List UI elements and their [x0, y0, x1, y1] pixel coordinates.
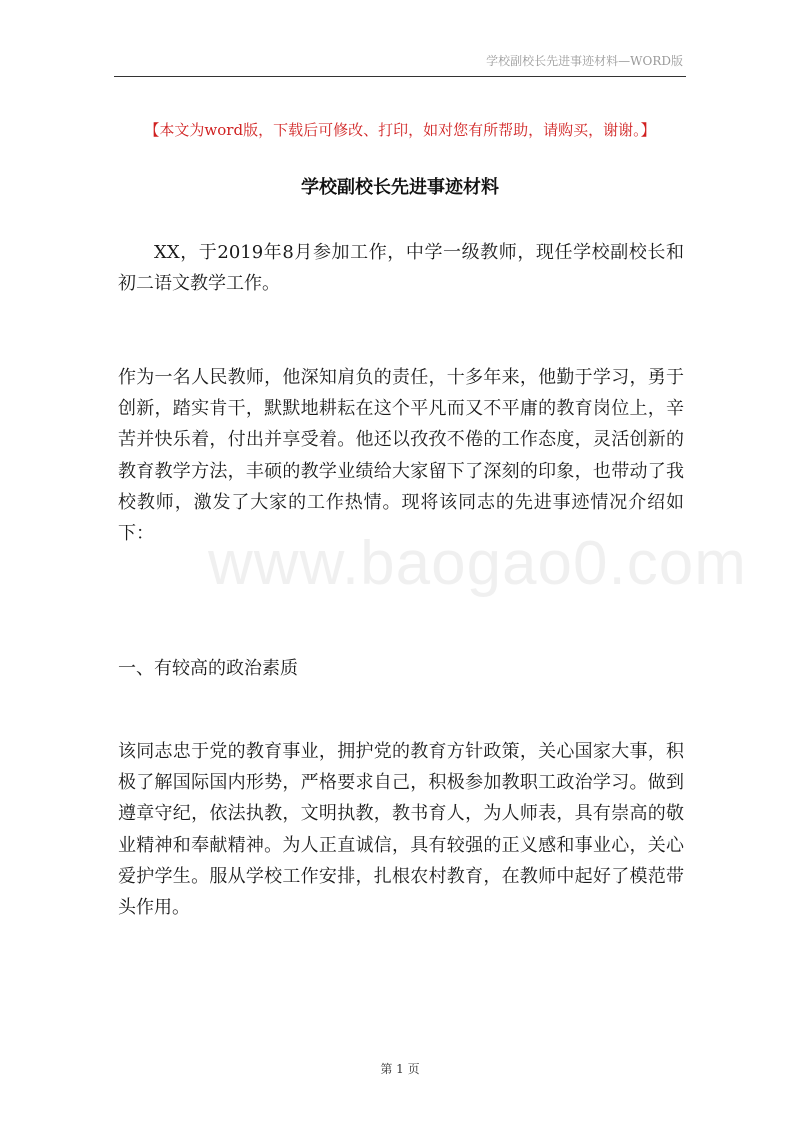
- paragraph-intro: XX，于2019年8月参加工作，中学一级教师，现任学校副校长和初二语文教学工作。: [118, 242, 684, 295]
- section-heading-political: 一、有较高的政治素质: [118, 658, 298, 679]
- watermark: www.baogao0.com: [208, 529, 747, 598]
- running-header: 学校副校长先进事迹材料—WORD版: [486, 54, 683, 68]
- document-title: 学校副校长先进事迹材料: [301, 177, 499, 198]
- header-divider: [114, 76, 686, 77]
- page-number: 第 1 页: [380, 1062, 420, 1076]
- paragraph-overview: 作为一名人民教师，他深知肩负的责任，十多年来，他勤于学习，勇于创新，踏实肯干，默默地耕耘在这个平凡而又不平庸的教育岗位上，辛苦并快乐着，付出并享受着。他还以孜孜不倦的工作态度，灵活创新的教育教学方法，丰硕的教学业绩给大家留下了深刻的印象，也带动了我校教师，激发了大家的工作热情。现将该同志的先进事迹情况介绍如下：: [118, 367, 684, 545]
- download-notice: 【本文为word版，下载后可修改、打印，如对您有所帮助，请购买，谢谢。】: [144, 121, 656, 139]
- paragraph-political-quality: 该同志忠于党的教育事业，拥护党的教育方针政策，关心国家大事，积极了解国际国内形势，严格要求自己，积极参加教职工政治学习。做到遵章守纪，依法执教，文明执教，教书育人，为人师表，具有崇高的敬业精神和奉献精神。为人正直诚信，具有较强的正义感和事业心，关心爱护学生。服从学校工作安排，扎根农村教育，在教师中起好了模范带头作用。: [118, 741, 684, 919]
